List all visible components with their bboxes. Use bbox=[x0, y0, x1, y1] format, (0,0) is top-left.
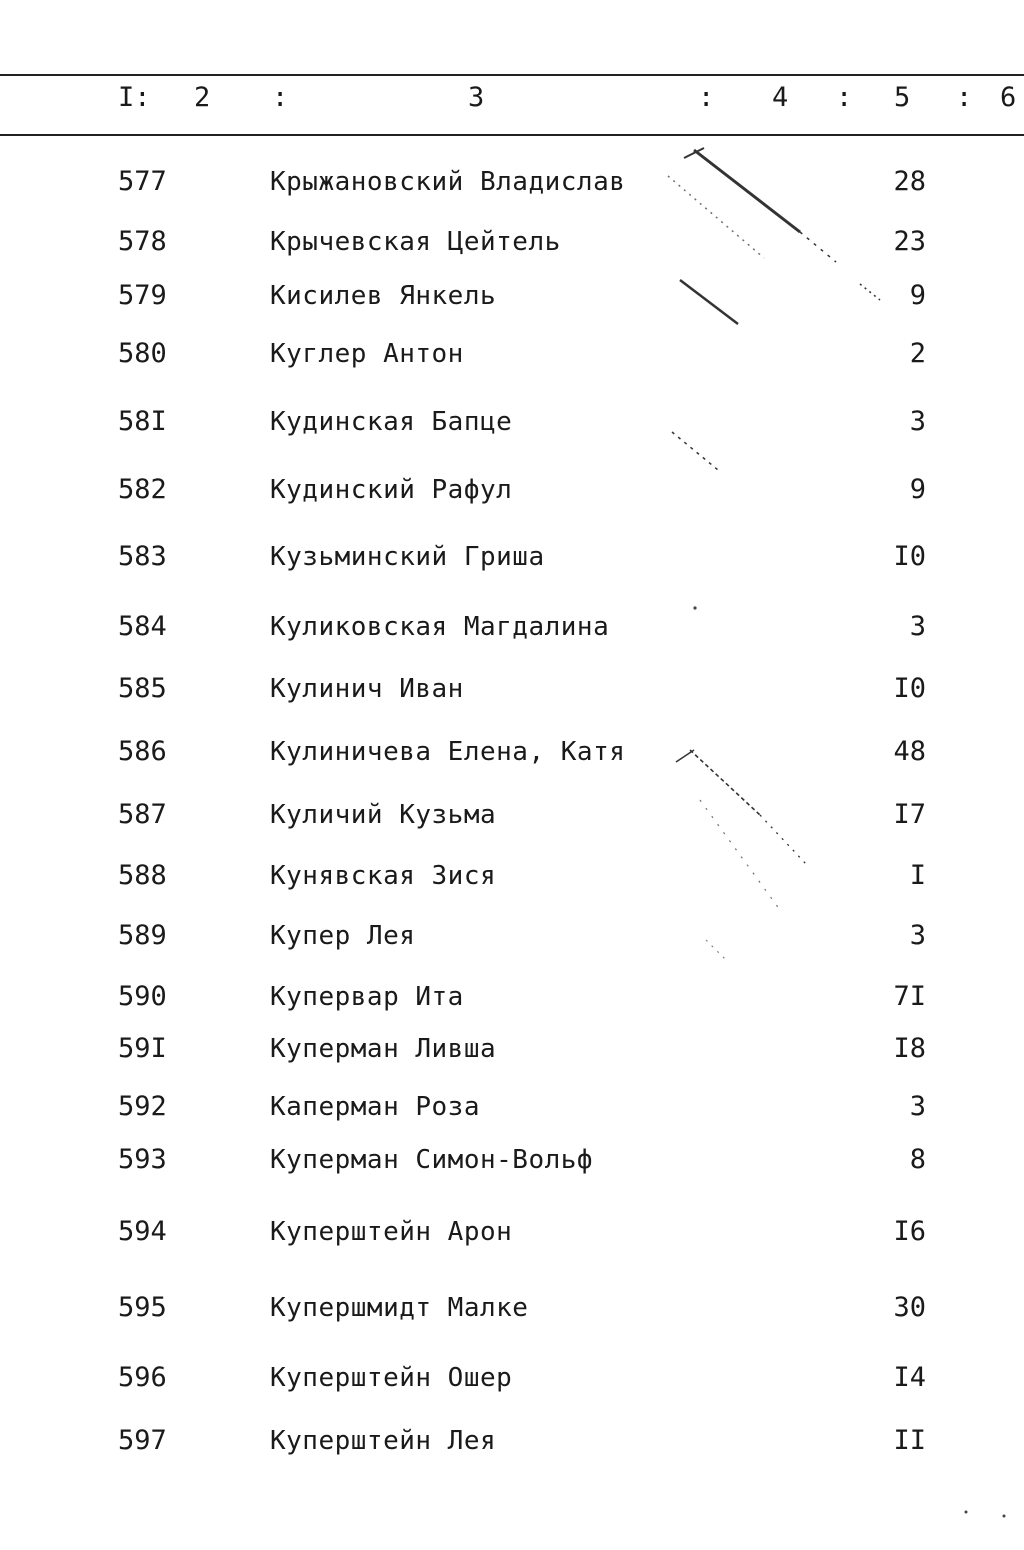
table-row bbox=[0, 977, 1024, 1017]
row-name: Кузьминский Гриша bbox=[270, 542, 545, 572]
row-count: I7 bbox=[893, 799, 926, 830]
table-row bbox=[0, 276, 1024, 316]
row-number: 592 bbox=[118, 1091, 167, 1122]
table-row bbox=[0, 537, 1024, 577]
table-row bbox=[0, 732, 1024, 772]
table-row bbox=[0, 1140, 1024, 1180]
table-row bbox=[0, 1029, 1024, 1069]
row-name: Кунявская Зися bbox=[270, 861, 497, 891]
row-number: 597 bbox=[118, 1425, 167, 1456]
row-number: 58I bbox=[118, 406, 167, 437]
row-name: Купервар Ита bbox=[270, 982, 464, 1012]
row-name: Кисилев Янкель bbox=[270, 281, 497, 311]
row-count: 3 bbox=[909, 1091, 926, 1122]
row-name: Кулинич Иван bbox=[270, 674, 464, 704]
row-count: 9 bbox=[909, 280, 926, 311]
row-count: 3 bbox=[909, 406, 926, 437]
header-col-5: 5 bbox=[894, 82, 911, 113]
row-name: Куглер Антон bbox=[270, 339, 464, 369]
table-row bbox=[0, 1421, 1024, 1461]
row-count: II bbox=[893, 1425, 926, 1456]
row-name: Куликовская Магдалина bbox=[270, 612, 610, 642]
row-count: I0 bbox=[893, 673, 926, 704]
table-row bbox=[0, 1087, 1024, 1127]
table-row bbox=[0, 669, 1024, 709]
row-name: Кулиничева Елена, Катя bbox=[270, 737, 626, 767]
row-count: 23 bbox=[893, 226, 926, 257]
row-count: 3 bbox=[909, 920, 926, 951]
table-row bbox=[0, 795, 1024, 835]
row-number: 580 bbox=[118, 338, 167, 369]
table-row bbox=[0, 402, 1024, 442]
header-col-2: 2 bbox=[194, 82, 211, 113]
table-row bbox=[0, 1358, 1024, 1398]
row-count: 3 bbox=[909, 611, 926, 642]
header-separator: : bbox=[272, 82, 289, 113]
row-count: 7I bbox=[893, 981, 926, 1012]
row-count: I bbox=[909, 860, 926, 891]
row-number: 595 bbox=[118, 1292, 167, 1323]
header-separator: : bbox=[956, 82, 973, 113]
header-separator: : bbox=[836, 82, 853, 113]
table-row bbox=[0, 856, 1024, 896]
row-number: 586 bbox=[118, 736, 167, 767]
row-name: Крычевская Цейтель bbox=[270, 227, 561, 257]
table-row bbox=[0, 1212, 1024, 1252]
table-row bbox=[0, 470, 1024, 510]
header-col-4: 4 bbox=[772, 82, 789, 113]
row-count: I8 bbox=[893, 1033, 926, 1064]
row-number: 584 bbox=[118, 611, 167, 642]
row-count: I6 bbox=[893, 1216, 926, 1247]
table-row bbox=[0, 334, 1024, 374]
row-number: 579 bbox=[118, 280, 167, 311]
table-header-bottom-rule bbox=[0, 134, 1024, 136]
row-count: 48 bbox=[893, 736, 926, 767]
header-separator: : bbox=[698, 82, 715, 113]
table-row bbox=[0, 916, 1024, 956]
row-name: Каперман Роза bbox=[270, 1092, 480, 1122]
row-name: Куперштейн Ошер bbox=[270, 1363, 513, 1393]
row-count: 28 bbox=[893, 166, 926, 197]
header-col-3: 3 bbox=[468, 82, 485, 113]
row-name: Куперштейн Арон bbox=[270, 1217, 513, 1247]
row-name: Кудинская Бапце bbox=[270, 407, 513, 437]
row-number: 578 bbox=[118, 226, 167, 257]
row-name: Кудинский Рафул bbox=[270, 475, 513, 505]
row-number: 577 bbox=[118, 166, 167, 197]
row-number: 585 bbox=[118, 673, 167, 704]
table-header-top-rule bbox=[0, 74, 1024, 76]
row-name: Купер Лея bbox=[270, 921, 416, 951]
row-name: Куперштейн Лея bbox=[270, 1426, 497, 1456]
row-number: 593 bbox=[118, 1144, 167, 1175]
row-number: 594 bbox=[118, 1216, 167, 1247]
row-name: Куличий Кузьма bbox=[270, 800, 497, 830]
row-count: 30 bbox=[893, 1292, 926, 1323]
row-count: 2 bbox=[909, 338, 926, 369]
row-number: 588 bbox=[118, 860, 167, 891]
table-row bbox=[0, 162, 1024, 202]
row-number: 59I bbox=[118, 1033, 167, 1064]
header-col-1: I: bbox=[118, 82, 151, 113]
row-count: I0 bbox=[893, 541, 926, 572]
table-row bbox=[0, 607, 1024, 647]
row-number: 589 bbox=[118, 920, 167, 951]
row-number: 582 bbox=[118, 474, 167, 505]
table-row bbox=[0, 1288, 1024, 1328]
row-count: 9 bbox=[909, 474, 926, 505]
row-name: Купершмидт Малке bbox=[270, 1293, 529, 1323]
table-row bbox=[0, 222, 1024, 262]
row-name: Куперман Ливша bbox=[270, 1034, 497, 1064]
row-name: Крыжановский Владислав bbox=[270, 167, 626, 197]
row-count: 8 bbox=[909, 1144, 926, 1175]
row-number: 596 bbox=[118, 1362, 167, 1393]
row-name: Куперман Симон-Вольф bbox=[270, 1145, 594, 1175]
row-number: 590 bbox=[118, 981, 167, 1012]
header-col-6: 6 bbox=[1000, 82, 1017, 113]
row-number: 587 bbox=[118, 799, 167, 830]
row-number: 583 bbox=[118, 541, 167, 572]
row-count: I4 bbox=[893, 1362, 926, 1393]
